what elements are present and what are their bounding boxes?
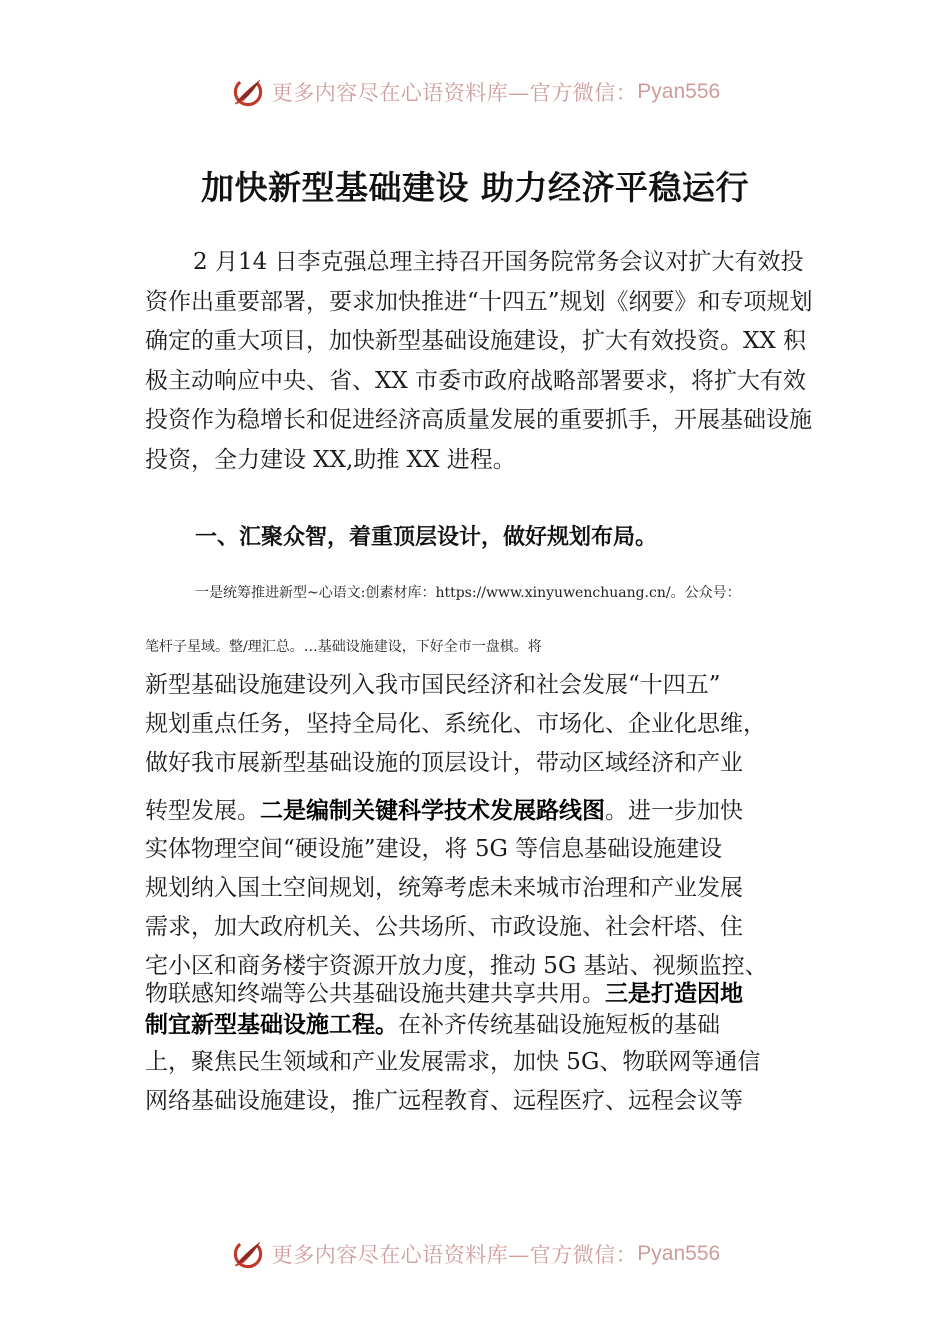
body-line-5: 实体物理空间“硬设施”建设，将 5G 等信息基础设施建设 (145, 836, 723, 862)
body-line-1: 新型基础设施建设列入我市国民经济和社会发展“十四五” (145, 672, 721, 698)
banner-text: 更多内容尽在心语资料库—官方微信： (271, 1243, 638, 1267)
body-line-4-start: 转型发展。 (145, 798, 260, 824)
body-line-9 (145, 975, 743, 1008)
body-line-2: 规划重点任务，坚持全局化、系统化、市场化、企业化思维， (145, 711, 766, 737)
section-heading-1: 一、汇聚众智，着重顶层设计，做好规划布局。 (195, 525, 658, 550)
body-line-12: 网络基础设施建设，推广远程教育、远程医疗、远程会议等 (145, 1088, 743, 1114)
point-two-heading: 二是编制关键科学技术发展路线图 (260, 798, 605, 824)
body-line-4 (145, 792, 743, 825)
body-line-4-end: 。进一步加快 (605, 798, 743, 824)
library-logo-icon (230, 1236, 266, 1272)
small-text-line-1: 一是统筹推进新型~心语文:创素材库：https://www.xinyuwenchuang.cn/。公众号： (195, 585, 741, 601)
body-line-11: 上，聚焦民生领域和产业发展需求，加快 5G、物联网等通信 (145, 1049, 761, 1075)
library-logo-icon (230, 74, 266, 110)
banner-text: 更多内容尽在心语资料库—官方微信： (271, 81, 638, 105)
document-title: 加快新型基础建设 助力经济平稳运行 (201, 168, 749, 207)
body-line-10-end: 在补齐传统基础设施短板的基础 (398, 1012, 720, 1038)
banner-wechat-id: Pyan556 (637, 80, 721, 103)
small-text-line-2: 笔杆子星域。整/理汇总。…基础设施建设，下好全市一盘棋。将 (145, 639, 542, 655)
point-three-heading-end: 制宜新型基础设施工程。 (145, 1012, 398, 1038)
body-line-8: 宅小区和商务楼宇资源开放力度，推动 5G 基站、视频监控、 (145, 953, 768, 979)
header-banner (0, 70, 950, 114)
intro-paragraph (145, 243, 825, 481)
body-line-9-start: 物联感知终端等公共基础设施共建共享共用。 (145, 981, 605, 1007)
footer-banner (0, 1232, 950, 1276)
body-line-7: 需求，加大政府机关、公共场所、市政设施、社会杆塔、住 (145, 914, 743, 940)
body-line-10 (145, 1006, 720, 1039)
point-three-heading-start: 三是打造因地 (605, 981, 743, 1007)
body-line-6: 规划纳入国土空间规划，统筹考虑未来城市治理和产业发展 (145, 875, 743, 901)
body-line-3: 做好我市展新型基础设施的顶层设计，带动区域经济和产业 (145, 750, 743, 776)
banner-wechat-id: Pyan556 (637, 1242, 721, 1265)
intro-text: 2 月14 日李克强总理主持召开国务院常务会议对扩大有效投资作出重要部署，要求加快推进“十四五”规划《纲要》和专项规划确定的重大项目，加快新型基础设施建设，扩大有效投资。XX 积极主动响应中央、省、XX 市委市政府战略部署要求，将扩大有效投资作为稳增长和促进经济高质量发展的重要抓手，开展基础设施投资，全力建设 XX,助推 XX 进程。 (145, 249, 813, 473)
